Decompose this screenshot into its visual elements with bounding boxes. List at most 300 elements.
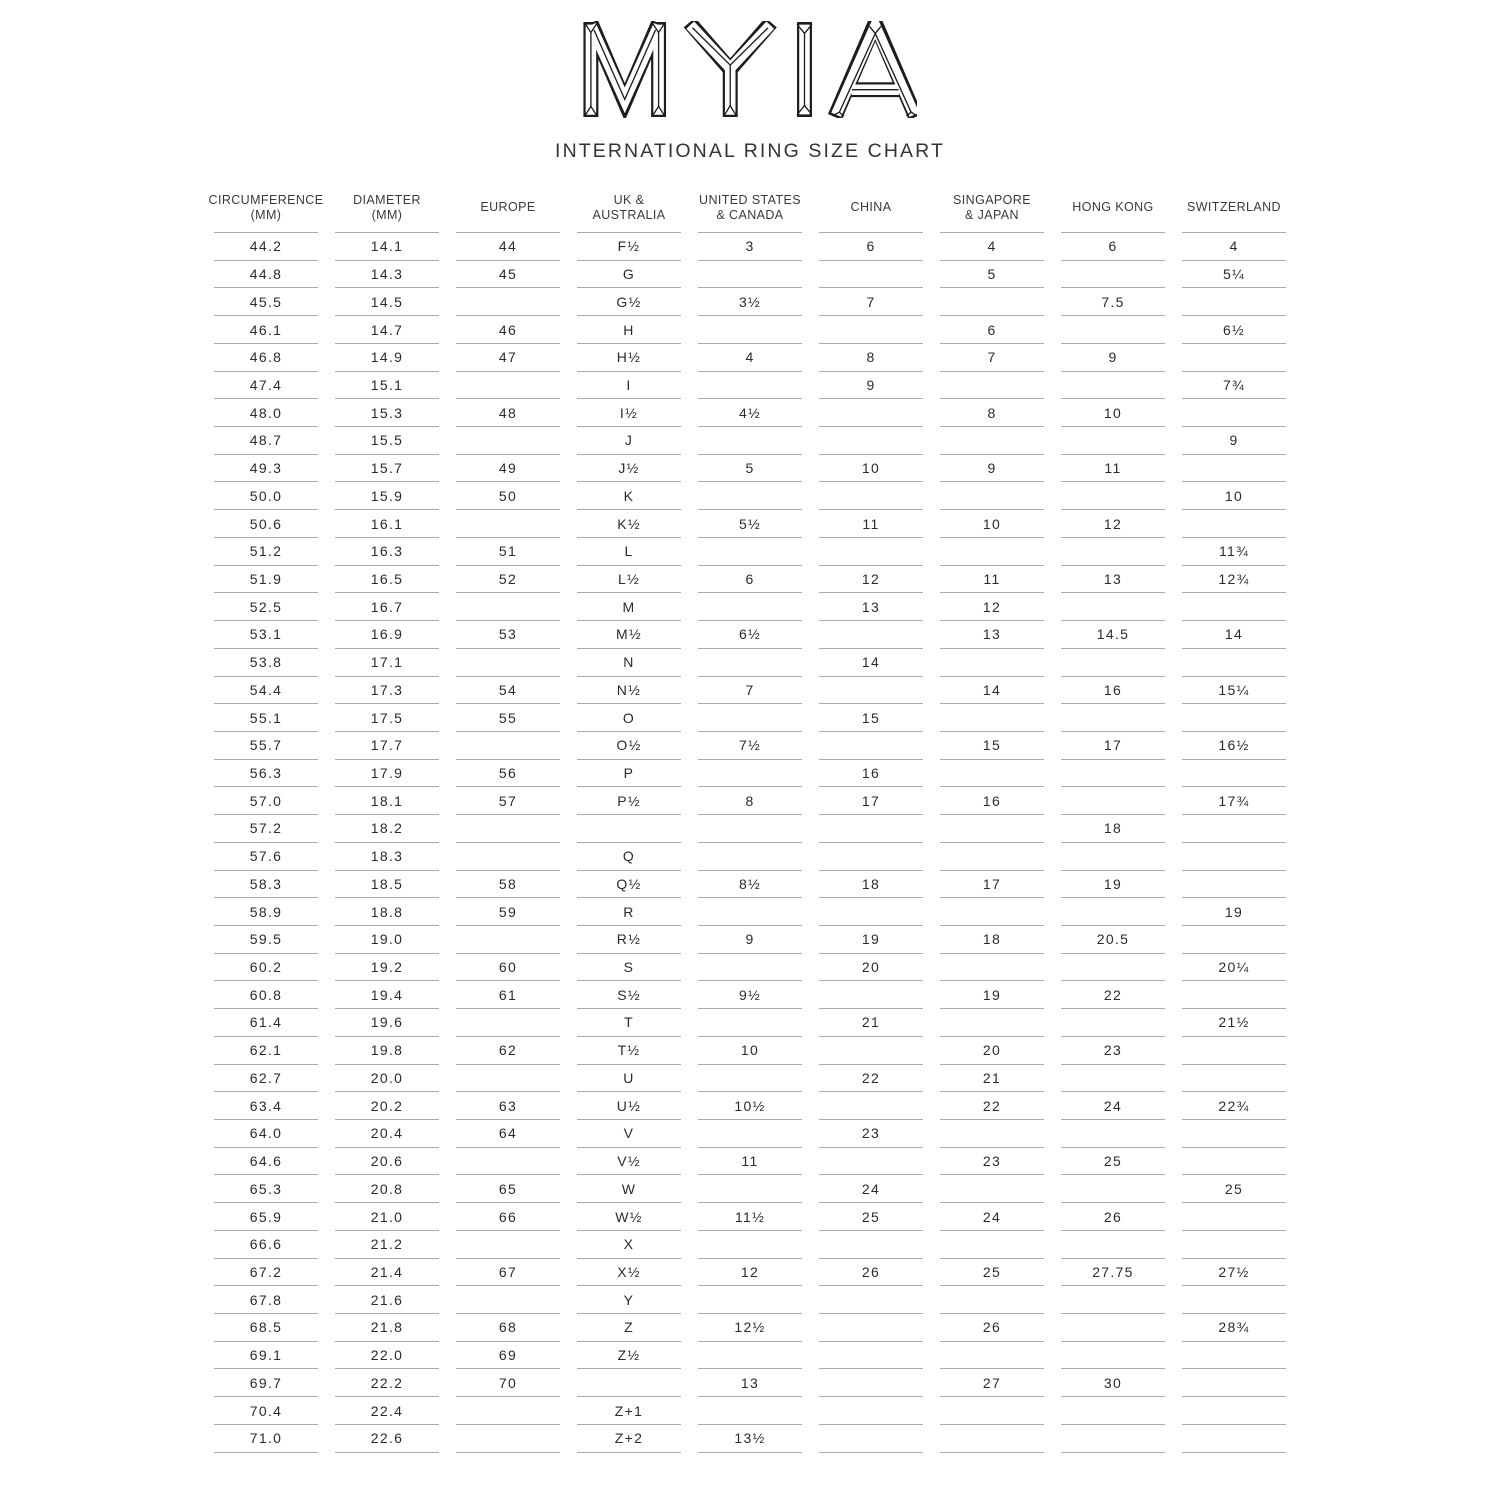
cell-china bbox=[819, 843, 923, 871]
cell-singapore-japan: 5 bbox=[940, 261, 1044, 289]
cell-hong-kong bbox=[1061, 261, 1165, 289]
cell-hong-kong: 24 bbox=[1061, 1092, 1165, 1120]
cell-us-canada bbox=[698, 372, 802, 400]
cell-hong-kong: 9 bbox=[1061, 344, 1165, 372]
column-header-line: SINGAPORE bbox=[953, 193, 1031, 207]
cell-switzerland bbox=[1182, 288, 1286, 316]
cell-singapore-japan bbox=[940, 1175, 1044, 1203]
cell-circumference-mm: 58.3 bbox=[214, 871, 318, 899]
cell-china bbox=[819, 482, 923, 510]
cell-switzerland bbox=[1182, 1342, 1286, 1370]
cell-us-canada bbox=[698, 760, 802, 788]
cell-singapore-japan bbox=[940, 815, 1044, 843]
cell-europe: 50 bbox=[456, 482, 560, 510]
cell-singapore-japan: 27 bbox=[940, 1369, 1044, 1397]
cell-uk-australia: S bbox=[577, 954, 681, 982]
cell-europe: 55 bbox=[456, 704, 560, 732]
cell-us-canada: 10½ bbox=[698, 1092, 802, 1120]
cell-europe bbox=[456, 1148, 560, 1176]
cell-us-canada bbox=[698, 427, 802, 455]
cell-europe bbox=[456, 1009, 560, 1037]
cell-hong-kong: 16 bbox=[1061, 677, 1165, 705]
cell-circumference-mm: 46.1 bbox=[214, 316, 318, 344]
cell-us-canada bbox=[698, 1065, 802, 1093]
cell-hong-kong bbox=[1061, 704, 1165, 732]
cell-circumference-mm: 69.7 bbox=[214, 1369, 318, 1397]
cell-china: 21 bbox=[819, 1009, 923, 1037]
column-header-diameter-mm bbox=[335, 189, 439, 233]
cell-switzerland bbox=[1182, 510, 1286, 538]
cell-uk-australia: X bbox=[577, 1231, 681, 1259]
cell-hong-kong bbox=[1061, 787, 1165, 815]
cell-circumference-mm: 53.8 bbox=[214, 649, 318, 677]
cell-switzerland bbox=[1182, 815, 1286, 843]
cell-hong-kong: 17 bbox=[1061, 732, 1165, 760]
cell-singapore-japan: 10 bbox=[940, 510, 1044, 538]
cell-switzerland bbox=[1182, 1037, 1286, 1065]
cell-singapore-japan: 22 bbox=[940, 1092, 1044, 1120]
cell-us-canada: 13½ bbox=[698, 1425, 802, 1453]
cell-diameter-mm: 17.1 bbox=[335, 649, 439, 677]
cell-europe bbox=[456, 926, 560, 954]
cell-uk-australia: I½ bbox=[577, 399, 681, 427]
cell-switzerland: 11¾ bbox=[1182, 538, 1286, 566]
cell-china: 11 bbox=[819, 510, 923, 538]
cell-us-canada: 8 bbox=[698, 787, 802, 815]
cell-switzerland: 17¾ bbox=[1182, 787, 1286, 815]
cell-diameter-mm: 18.2 bbox=[335, 815, 439, 843]
column-header-uk-australia bbox=[577, 189, 681, 233]
cell-diameter-mm: 21.0 bbox=[335, 1203, 439, 1231]
cell-diameter-mm: 15.1 bbox=[335, 372, 439, 400]
cell-singapore-japan: 21 bbox=[940, 1065, 1044, 1093]
cell-diameter-mm: 18.1 bbox=[335, 787, 439, 815]
cell-diameter-mm: 14.1 bbox=[335, 233, 439, 261]
cell-uk-australia: Z½ bbox=[577, 1342, 681, 1370]
cell-uk-australia: O bbox=[577, 704, 681, 732]
cell-europe bbox=[456, 372, 560, 400]
cell-circumference-mm: 62.7 bbox=[214, 1065, 318, 1093]
cell-circumference-mm: 51.2 bbox=[214, 538, 318, 566]
cell-us-canada: 7½ bbox=[698, 732, 802, 760]
cell-china: 8 bbox=[819, 344, 923, 372]
cell-china: 22 bbox=[819, 1065, 923, 1093]
column-header-us-canada bbox=[698, 189, 802, 233]
column-header-line: (MM) bbox=[371, 207, 403, 222]
cell-circumference-mm: 63.4 bbox=[214, 1092, 318, 1120]
cell-diameter-mm: 20.2 bbox=[335, 1092, 439, 1120]
cell-switzerland bbox=[1182, 1203, 1286, 1231]
cell-us-canada: 5½ bbox=[698, 510, 802, 538]
cell-europe: 54 bbox=[456, 677, 560, 705]
cell-circumference-mm: 67.8 bbox=[214, 1286, 318, 1314]
cell-switzerland: 4 bbox=[1182, 233, 1286, 261]
cell-circumference-mm: 64.6 bbox=[214, 1148, 318, 1176]
cell-uk-australia: Y bbox=[577, 1286, 681, 1314]
myia-logo-graphic bbox=[583, 21, 917, 118]
cell-us-canada: 11½ bbox=[698, 1203, 802, 1231]
cell-uk-australia: U½ bbox=[577, 1092, 681, 1120]
cell-us-canada bbox=[698, 1231, 802, 1259]
cell-diameter-mm: 14.7 bbox=[335, 316, 439, 344]
cell-europe: 59 bbox=[456, 898, 560, 926]
cell-hong-kong: 6 bbox=[1061, 233, 1165, 261]
cell-hong-kong: 27.75 bbox=[1061, 1259, 1165, 1287]
cell-hong-kong bbox=[1061, 1342, 1165, 1370]
cell-switzerland: 25 bbox=[1182, 1175, 1286, 1203]
column-header-line: CHINA bbox=[850, 200, 892, 215]
cell-europe: 65 bbox=[456, 1175, 560, 1203]
cell-hong-kong bbox=[1061, 898, 1165, 926]
cell-us-canada: 3 bbox=[698, 233, 802, 261]
cell-uk-australia: G bbox=[577, 261, 681, 289]
cell-us-canada: 10 bbox=[698, 1037, 802, 1065]
cell-circumference-mm: 51.9 bbox=[214, 566, 318, 594]
cell-europe: 63 bbox=[456, 1092, 560, 1120]
cell-diameter-mm: 22.6 bbox=[335, 1425, 439, 1453]
cell-uk-australia: Z bbox=[577, 1314, 681, 1342]
cell-hong-kong bbox=[1061, 482, 1165, 510]
cell-us-canada: 4 bbox=[698, 344, 802, 372]
cell-china bbox=[819, 1037, 923, 1065]
cell-switzerland: 22¾ bbox=[1182, 1092, 1286, 1120]
cell-hong-kong bbox=[1061, 427, 1165, 455]
cell-china: 24 bbox=[819, 1175, 923, 1203]
cell-china bbox=[819, 898, 923, 926]
cell-china bbox=[819, 261, 923, 289]
cell-switzerland bbox=[1182, 399, 1286, 427]
cell-uk-australia: U bbox=[577, 1065, 681, 1093]
cell-china bbox=[819, 815, 923, 843]
cell-singapore-japan bbox=[940, 1286, 1044, 1314]
cell-europe bbox=[456, 843, 560, 871]
cell-diameter-mm: 16.1 bbox=[335, 510, 439, 538]
cell-switzerland: 12¾ bbox=[1182, 566, 1286, 594]
cell-europe bbox=[456, 649, 560, 677]
column-header-line: (MM) bbox=[250, 207, 282, 222]
cell-china: 17 bbox=[819, 787, 923, 815]
cell-china: 15 bbox=[819, 704, 923, 732]
cell-switzerland: 19 bbox=[1182, 898, 1286, 926]
cell-diameter-mm: 16.7 bbox=[335, 593, 439, 621]
cell-switzerland bbox=[1182, 649, 1286, 677]
cell-singapore-japan bbox=[940, 1425, 1044, 1453]
cell-us-canada bbox=[698, 1286, 802, 1314]
cell-china: 19 bbox=[819, 926, 923, 954]
cell-switzerland: 27½ bbox=[1182, 1259, 1286, 1287]
cell-switzerland: 20¼ bbox=[1182, 954, 1286, 982]
cell-uk-australia: W bbox=[577, 1175, 681, 1203]
cell-hong-kong bbox=[1061, 1314, 1165, 1342]
cell-europe: 68 bbox=[456, 1314, 560, 1342]
cell-europe bbox=[456, 1065, 560, 1093]
cell-us-canada: 4½ bbox=[698, 399, 802, 427]
brand-header bbox=[0, 0, 1500, 163]
cell-circumference-mm: 69.1 bbox=[214, 1342, 318, 1370]
cell-uk-australia: P½ bbox=[577, 787, 681, 815]
cell-europe: 44 bbox=[456, 233, 560, 261]
cell-singapore-japan: 25 bbox=[940, 1259, 1044, 1287]
cell-europe bbox=[456, 1231, 560, 1259]
cell-diameter-mm: 15.3 bbox=[335, 399, 439, 427]
cell-uk-australia: L bbox=[577, 538, 681, 566]
cell-circumference-mm: 54.4 bbox=[214, 677, 318, 705]
cell-circumference-mm: 64.0 bbox=[214, 1120, 318, 1148]
cell-uk-australia: W½ bbox=[577, 1203, 681, 1231]
cell-us-canada bbox=[698, 898, 802, 926]
cell-switzerland bbox=[1182, 926, 1286, 954]
cell-china bbox=[819, 1092, 923, 1120]
cell-circumference-mm: 55.1 bbox=[214, 704, 318, 732]
cell-china: 13 bbox=[819, 593, 923, 621]
cell-hong-kong: 25 bbox=[1061, 1148, 1165, 1176]
cell-diameter-mm: 19.4 bbox=[335, 981, 439, 1009]
cell-china bbox=[819, 1231, 923, 1259]
cell-china bbox=[819, 621, 923, 649]
cell-uk-australia: M½ bbox=[577, 621, 681, 649]
column-header-line: UNITED STATES bbox=[699, 193, 801, 207]
cell-europe: 61 bbox=[456, 981, 560, 1009]
cell-circumference-mm: 50.6 bbox=[214, 510, 318, 538]
cell-diameter-mm: 22.4 bbox=[335, 1397, 439, 1425]
cell-diameter-mm: 17.7 bbox=[335, 732, 439, 760]
cell-china bbox=[819, 1425, 923, 1453]
cell-singapore-japan: 13 bbox=[940, 621, 1044, 649]
cell-switzerland bbox=[1182, 981, 1286, 1009]
cell-hong-kong bbox=[1061, 1425, 1165, 1453]
cell-us-canada: 5 bbox=[698, 455, 802, 483]
cell-uk-australia: H½ bbox=[577, 344, 681, 372]
cell-us-canada bbox=[698, 1009, 802, 1037]
cell-singapore-japan bbox=[940, 1231, 1044, 1259]
cell-switzerland: 5¼ bbox=[1182, 261, 1286, 289]
column-header-line: AUSTRALIA bbox=[592, 207, 666, 222]
cell-switzerland: 16½ bbox=[1182, 732, 1286, 760]
cell-china: 23 bbox=[819, 1120, 923, 1148]
cell-switzerland bbox=[1182, 1231, 1286, 1259]
cell-europe: 48 bbox=[456, 399, 560, 427]
cell-uk-australia: H bbox=[577, 316, 681, 344]
cell-europe: 69 bbox=[456, 1342, 560, 1370]
cell-hong-kong: 22 bbox=[1061, 981, 1165, 1009]
cell-circumference-mm: 44.2 bbox=[214, 233, 318, 261]
cell-europe: 58 bbox=[456, 871, 560, 899]
cell-hong-kong: 7.5 bbox=[1061, 288, 1165, 316]
cell-singapore-japan bbox=[940, 1342, 1044, 1370]
cell-diameter-mm: 17.5 bbox=[335, 704, 439, 732]
cell-us-canada bbox=[698, 1175, 802, 1203]
cell-us-canada bbox=[698, 261, 802, 289]
cell-singapore-japan bbox=[940, 704, 1044, 732]
cell-circumference-mm: 62.1 bbox=[214, 1037, 318, 1065]
cell-singapore-japan: 7 bbox=[940, 344, 1044, 372]
cell-uk-australia: J bbox=[577, 427, 681, 455]
cell-switzerland bbox=[1182, 1120, 1286, 1148]
cell-hong-kong: 23 bbox=[1061, 1037, 1165, 1065]
cell-europe bbox=[456, 732, 560, 760]
cell-circumference-mm: 56.3 bbox=[214, 760, 318, 788]
cell-uk-australia: S½ bbox=[577, 981, 681, 1009]
cell-circumference-mm: 50.0 bbox=[214, 482, 318, 510]
cell-europe bbox=[456, 1397, 560, 1425]
cell-china bbox=[819, 1369, 923, 1397]
cell-singapore-japan: 6 bbox=[940, 316, 1044, 344]
cell-diameter-mm: 21.6 bbox=[335, 1286, 439, 1314]
cell-singapore-japan bbox=[940, 372, 1044, 400]
cell-china bbox=[819, 1314, 923, 1342]
cell-singapore-japan: 14 bbox=[940, 677, 1044, 705]
cell-singapore-japan bbox=[940, 1397, 1044, 1425]
cell-china: 20 bbox=[819, 954, 923, 982]
cell-diameter-mm: 17.9 bbox=[335, 760, 439, 788]
cell-singapore-japan bbox=[940, 1120, 1044, 1148]
cell-diameter-mm: 19.8 bbox=[335, 1037, 439, 1065]
cell-us-canada: 9 bbox=[698, 926, 802, 954]
cell-circumference-mm: 57.2 bbox=[214, 815, 318, 843]
ring-size-table bbox=[208, 189, 1286, 1453]
cell-uk-australia bbox=[577, 815, 681, 843]
cell-diameter-mm: 22.2 bbox=[335, 1369, 439, 1397]
cell-switzerland bbox=[1182, 1369, 1286, 1397]
cell-singapore-japan bbox=[940, 427, 1044, 455]
cell-us-canada: 6½ bbox=[698, 621, 802, 649]
cell-hong-kong: 26 bbox=[1061, 1203, 1165, 1231]
cell-uk-australia: N½ bbox=[577, 677, 681, 705]
cell-us-canada: 3½ bbox=[698, 288, 802, 316]
cell-europe bbox=[456, 593, 560, 621]
cell-switzerland bbox=[1182, 760, 1286, 788]
cell-switzerland bbox=[1182, 1065, 1286, 1093]
cell-circumference-mm: 57.6 bbox=[214, 843, 318, 871]
cell-diameter-mm: 20.0 bbox=[335, 1065, 439, 1093]
cell-us-canada: 7 bbox=[698, 677, 802, 705]
cell-switzerland bbox=[1182, 1286, 1286, 1314]
cell-us-canada bbox=[698, 649, 802, 677]
column-header-line: EUROPE bbox=[480, 200, 536, 215]
cell-diameter-mm: 14.3 bbox=[335, 261, 439, 289]
cell-europe: 52 bbox=[456, 566, 560, 594]
cell-hong-kong bbox=[1061, 538, 1165, 566]
cell-hong-kong: 20.5 bbox=[1061, 926, 1165, 954]
cell-europe: 56 bbox=[456, 760, 560, 788]
cell-diameter-mm: 21.2 bbox=[335, 1231, 439, 1259]
cell-uk-australia: M bbox=[577, 593, 681, 621]
cell-singapore-japan: 15 bbox=[940, 732, 1044, 760]
cell-uk-australia bbox=[577, 1369, 681, 1397]
cell-diameter-mm: 20.6 bbox=[335, 1148, 439, 1176]
cell-hong-kong bbox=[1061, 649, 1165, 677]
cell-singapore-japan: 17 bbox=[940, 871, 1044, 899]
cell-uk-australia: G½ bbox=[577, 288, 681, 316]
cell-switzerland bbox=[1182, 843, 1286, 871]
cell-hong-kong bbox=[1061, 954, 1165, 982]
cell-china bbox=[819, 1286, 923, 1314]
cell-circumference-mm: 60.2 bbox=[214, 954, 318, 982]
cell-diameter-mm: 16.5 bbox=[335, 566, 439, 594]
cell-switzerland bbox=[1182, 1148, 1286, 1176]
cell-switzerland: 7¾ bbox=[1182, 372, 1286, 400]
cell-circumference-mm: 67.2 bbox=[214, 1259, 318, 1287]
cell-circumference-mm: 45.5 bbox=[214, 288, 318, 316]
column-header-line: SWITZERLAND bbox=[1187, 200, 1281, 215]
page-title: INTERNATIONAL RING SIZE CHART bbox=[555, 140, 945, 162]
cell-china: 9 bbox=[819, 372, 923, 400]
cell-diameter-mm: 22.0 bbox=[335, 1342, 439, 1370]
cell-us-canada: 11 bbox=[698, 1148, 802, 1176]
chart-area bbox=[0, 189, 1500, 1453]
cell-hong-kong: 11 bbox=[1061, 455, 1165, 483]
cell-us-canada: 9½ bbox=[698, 981, 802, 1009]
cell-hong-kong: 30 bbox=[1061, 1369, 1165, 1397]
cell-uk-australia: R½ bbox=[577, 926, 681, 954]
cell-europe bbox=[456, 427, 560, 455]
cell-us-canada: 8½ bbox=[698, 871, 802, 899]
cell-hong-kong bbox=[1061, 593, 1165, 621]
cell-switzerland: 14 bbox=[1182, 621, 1286, 649]
cell-us-canada bbox=[698, 1120, 802, 1148]
column-header-circumference-mm bbox=[208, 189, 324, 233]
cell-singapore-japan: 20 bbox=[940, 1037, 1044, 1065]
cell-china: 14 bbox=[819, 649, 923, 677]
cell-uk-australia: Z+2 bbox=[577, 1425, 681, 1453]
cell-us-canada: 12½ bbox=[698, 1314, 802, 1342]
cell-hong-kong bbox=[1061, 1231, 1165, 1259]
cell-diameter-mm: 15.5 bbox=[335, 427, 439, 455]
cell-uk-australia: F½ bbox=[577, 233, 681, 261]
cell-switzerland bbox=[1182, 455, 1286, 483]
cell-switzerland bbox=[1182, 871, 1286, 899]
cell-hong-kong bbox=[1061, 1009, 1165, 1037]
cell-singapore-japan: 19 bbox=[940, 981, 1044, 1009]
cell-uk-australia: Q½ bbox=[577, 871, 681, 899]
cell-switzerland: 28¾ bbox=[1182, 1314, 1286, 1342]
cell-europe: 45 bbox=[456, 261, 560, 289]
cell-singapore-japan: 18 bbox=[940, 926, 1044, 954]
cell-diameter-mm: 18.3 bbox=[335, 843, 439, 871]
cell-europe: 60 bbox=[456, 954, 560, 982]
cell-singapore-japan: 4 bbox=[940, 233, 1044, 261]
cell-us-canada: 13 bbox=[698, 1369, 802, 1397]
cell-singapore-japan: 11 bbox=[940, 566, 1044, 594]
cell-us-canada bbox=[698, 843, 802, 871]
cell-china: 7 bbox=[819, 288, 923, 316]
cell-hong-kong bbox=[1061, 1397, 1165, 1425]
cell-europe: 67 bbox=[456, 1259, 560, 1287]
cell-europe bbox=[456, 288, 560, 316]
cell-circumference-mm: 59.5 bbox=[214, 926, 318, 954]
column-header-singapore-japan bbox=[940, 189, 1044, 233]
column-header-line: & CANADA bbox=[716, 207, 784, 222]
column-header-switzerland bbox=[1182, 189, 1286, 233]
cell-circumference-mm: 60.8 bbox=[214, 981, 318, 1009]
cell-hong-kong bbox=[1061, 372, 1165, 400]
cell-diameter-mm: 21.8 bbox=[335, 1314, 439, 1342]
cell-uk-australia: X½ bbox=[577, 1259, 681, 1287]
cell-circumference-mm: 57.0 bbox=[214, 787, 318, 815]
cell-us-canada bbox=[698, 815, 802, 843]
cell-us-canada bbox=[698, 316, 802, 344]
cell-singapore-japan: 23 bbox=[940, 1148, 1044, 1176]
cell-diameter-mm: 21.4 bbox=[335, 1259, 439, 1287]
cell-hong-kong: 14.5 bbox=[1061, 621, 1165, 649]
cell-uk-australia: V bbox=[577, 1120, 681, 1148]
cell-singapore-japan bbox=[940, 538, 1044, 566]
cell-switzerland bbox=[1182, 704, 1286, 732]
cell-switzerland bbox=[1182, 344, 1286, 372]
cell-us-canada bbox=[698, 1342, 802, 1370]
cell-uk-australia: T½ bbox=[577, 1037, 681, 1065]
cell-china bbox=[819, 427, 923, 455]
